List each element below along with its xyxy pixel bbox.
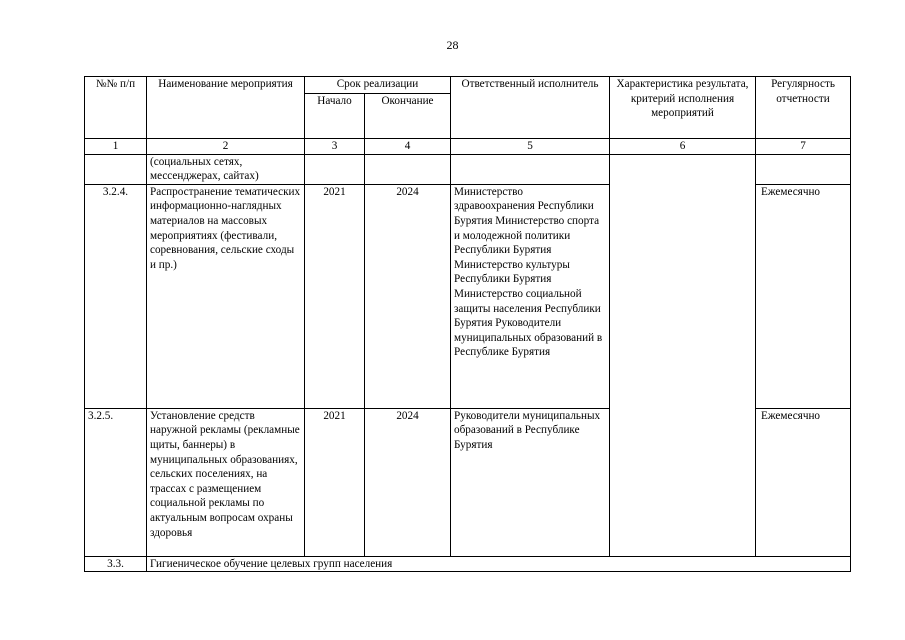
row-regularity: Ежемесячно [756, 408, 851, 556]
header-end: Окончание [365, 94, 451, 139]
section-title: Гигиеническое обучение целевых групп населения [147, 556, 851, 572]
column-number: 2 [147, 139, 305, 155]
row-responsible: Руководители муниципальных образований в Республике Бурятия [451, 408, 610, 556]
section-number: 3.3. [85, 556, 147, 572]
row-end [365, 154, 451, 184]
row-end: 2024 [365, 184, 451, 408]
row-start [305, 154, 365, 184]
column-number: 1 [85, 139, 147, 155]
column-number: 7 [756, 139, 851, 155]
result-cell [610, 154, 756, 556]
header-start: Начало [305, 94, 365, 139]
row-name: Распространение тематических информационно-наглядных материалов на массовых мероприятиях (фестивали, соревнования, сельские сходы и пр.) [147, 184, 305, 408]
row-responsible [451, 154, 610, 184]
column-number: 3 [305, 139, 365, 155]
header-row-1 [85, 77, 851, 94]
row-name: Установление средств наружной рекламы (рекламные щиты, баннеры) в муниципальных образованиях, сельских поселениях, на трассах с размещением социальной рекламы по актуальным вопросам охраны здоровья [147, 408, 305, 556]
column-number: 6 [610, 139, 756, 155]
column-numbers-row [85, 139, 851, 155]
table-row [85, 154, 851, 184]
page-number: 28 [446, 38, 459, 52]
header-number: №№ п/п [85, 77, 147, 139]
section-row [85, 556, 851, 572]
row-start: 2021 [305, 184, 365, 408]
column-number: 5 [451, 139, 610, 155]
row-end: 2024 [365, 408, 451, 556]
row-regularity [756, 154, 851, 184]
row-regularity: Ежемесячно [756, 184, 851, 408]
measures-table [84, 76, 851, 572]
header-period: Срок реализации [305, 77, 451, 94]
row-start: 2021 [305, 408, 365, 556]
header-responsible: Ответственный исполнитель [451, 77, 610, 139]
row-number: 3.2.5. [85, 408, 147, 556]
header-name: Наименование мероприятия [147, 77, 305, 139]
row-responsible: Министерство здравоохранения Республики Бурятия Министерство спорта и молодежной политики Республики Бурятия Министерство культуры Республики Бурятия Министерство социальной защиты населения Республики Бурятия Руководители муниципальных образований в Республике Бурятия [451, 184, 610, 408]
row-number [85, 154, 147, 184]
header-regularity: Регулярность отчетности [756, 77, 851, 139]
row-number: 3.2.4. [85, 184, 147, 408]
column-number: 4 [365, 139, 451, 155]
row-name: (социальных сетях, мессенджерах, сайтах) [147, 154, 305, 184]
header-result: Характеристика результата, критерий исполнения мероприятий [610, 77, 756, 139]
